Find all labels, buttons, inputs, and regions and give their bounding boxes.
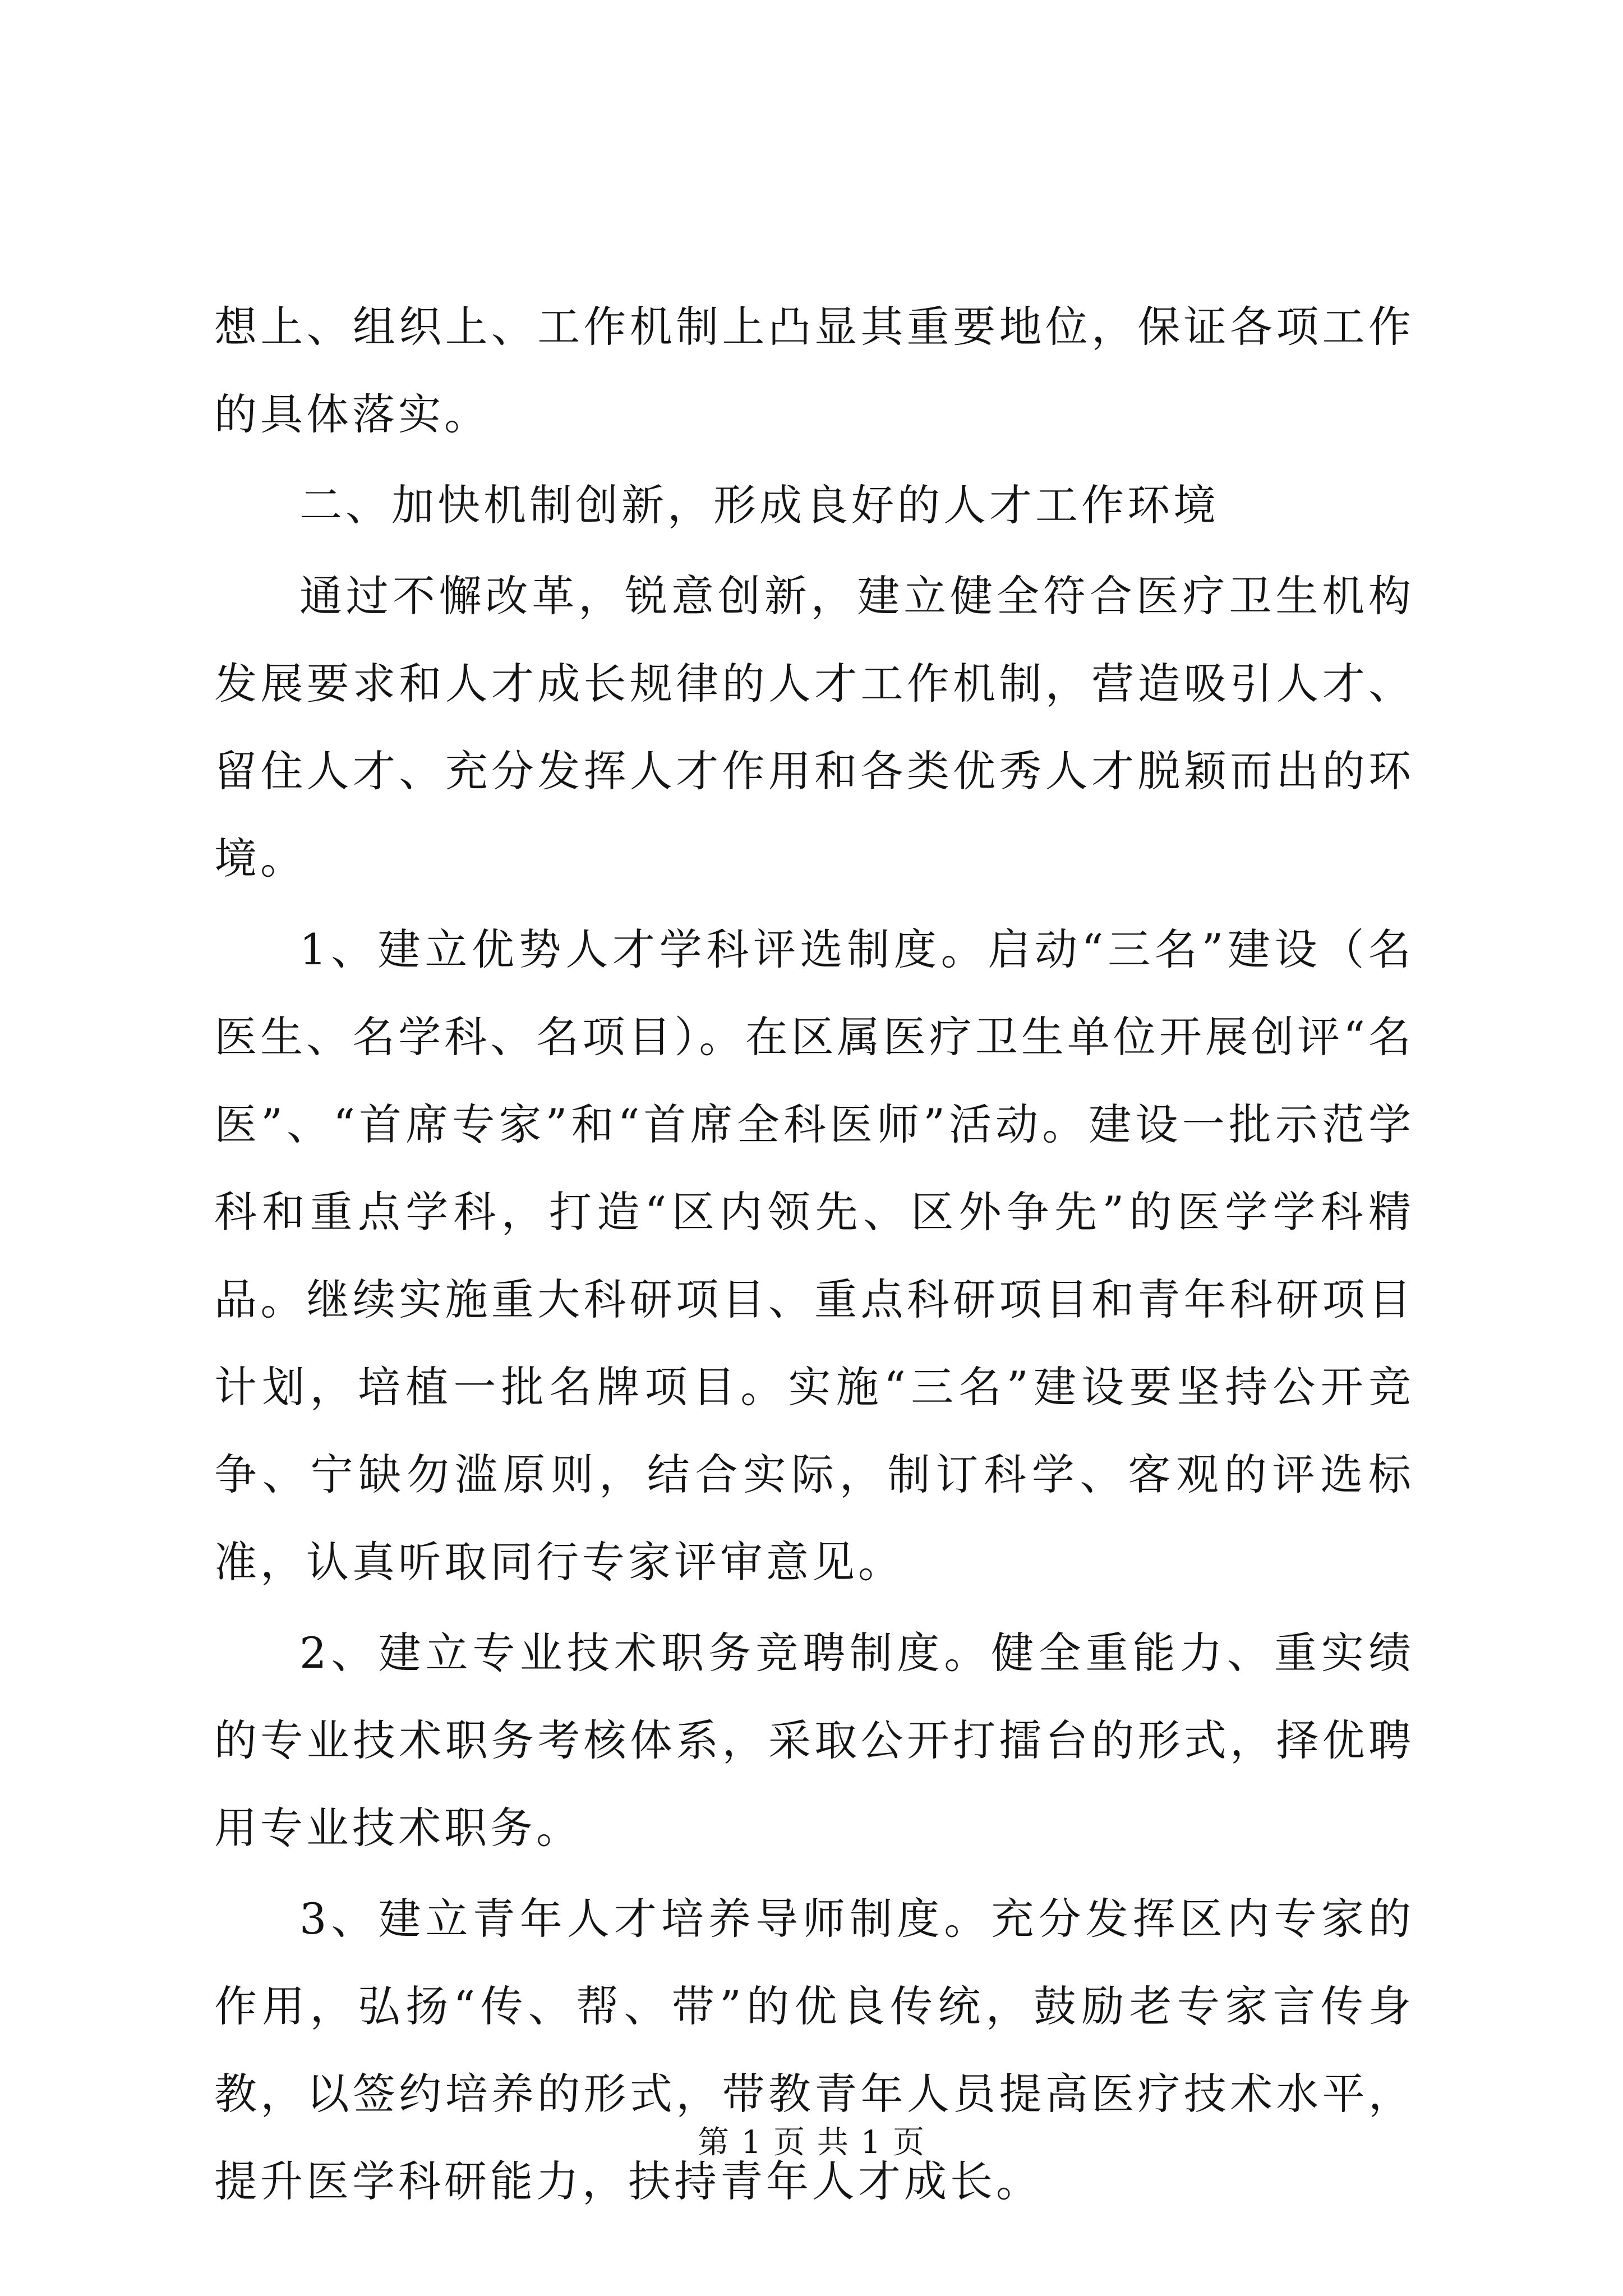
document-body — [214, 283, 1414, 2225]
paragraph-intro: 通过不懈改革，锐意创新，建立健全符合医疗卫生机构发展要求和人才成长规律的人才工作机制，营造吸引人才、留住人才、充分发挥人才作用和各类优秀人才脱颖而出的环境。 — [214, 571, 1414, 884]
section-heading: 二、加快机制创新，形成良好的人才工作环境 — [299, 480, 1219, 530]
page-footer — [0, 2123, 1623, 2162]
paragraph-continuation: 想上、组织上、工作机制上凸显其重要地位，保证各项工作的具体落实。 — [214, 302, 1414, 439]
paragraph-item-2: 2、建立专业技术职务竞聘制度。健全重能力、重实绩的专业技术职务考核体系，采取公开打擂台的形式，择优聘用专业技术职务。 — [214, 1628, 1414, 1853]
page-number-label: 第 1 页 共 1 页 — [697, 2124, 926, 2161]
paragraph-item-3: 3、建立青年人才培养导师制度。充分发挥区内专家的作用，弘扬“传、帮、带”的优良传统，鼓励老专家言传身教，以签约培养的形式，带教青年人员提高医疗技术水平，提升医学科研能力，扶持青年人才成长。 — [214, 1894, 1414, 2206]
paragraph-item-1: 1、建立优势人才学科评选制度。启动“三名”建设（名医生、名学科、名项目）。在区属医疗卫生单位开展创评“名医”、“首席专家”和“首席全科医师”活动。建设一批示范学科和重点学科，打造“区内领先、区外争先”的医学学科精品。继续实施重大科研项目、重点科研项目和青年科研项目计划，培植一批名牌项目。实施“三名”建设要坚持公开竞争、宁缺勿滥原则，结合实际，制订科学、客观的评选标准，认真听取同行专家评审意见。 — [214, 924, 1414, 1587]
